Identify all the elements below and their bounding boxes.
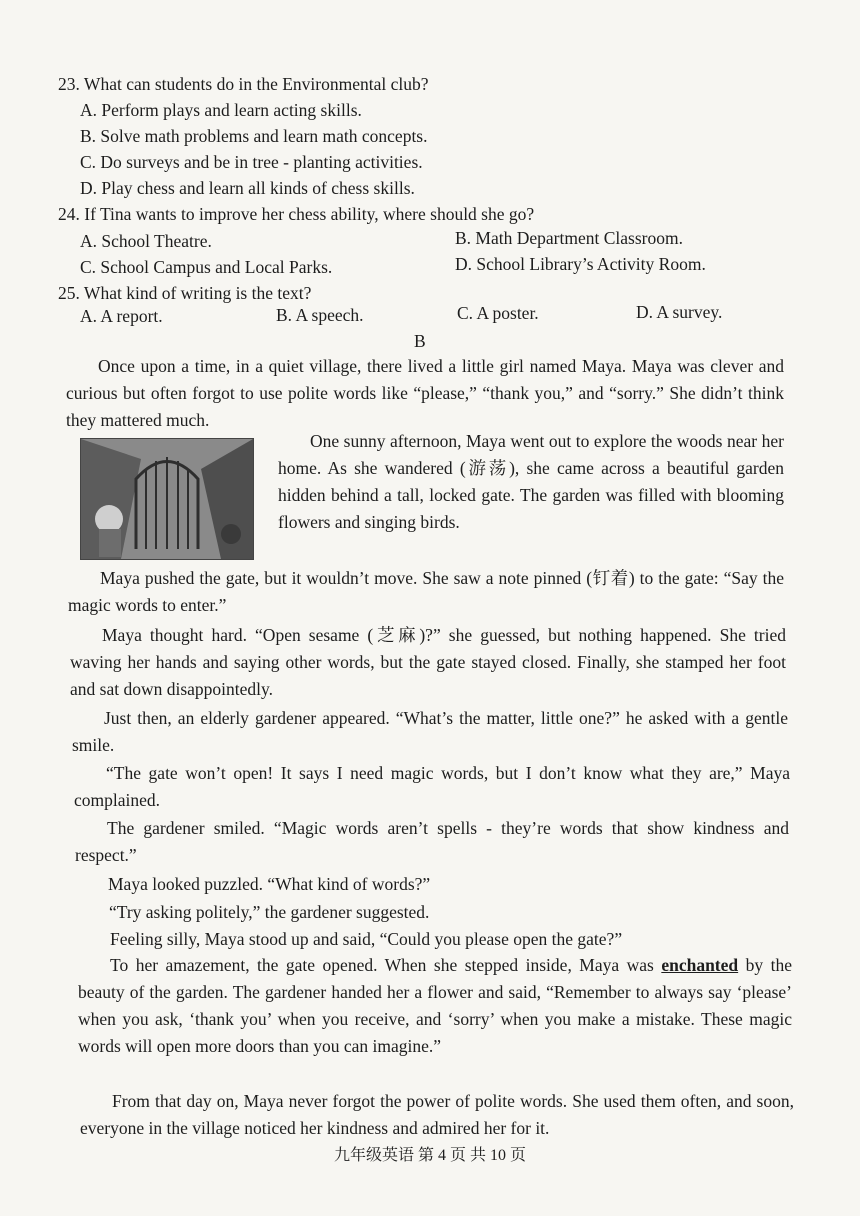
question-24-option-b: B. Math Department Classroom.: [455, 228, 683, 248]
passage-paragraph-11: [78, 952, 792, 1060]
paragraph-11-text-before: To her amazement, the gate opened. When she stepped inside, Maya was: [110, 955, 662, 975]
question-23-stem: 23. What can students do in the Environmental club?: [58, 74, 429, 94]
question-25-option-d: D. A survey.: [636, 302, 723, 322]
passage-paragraph-7: The gardener smiled. “Magic words aren’t spells - they’re words that show kindness and respect.”: [75, 818, 789, 865]
garden-gate-illustration: [80, 438, 254, 560]
question-24-stem: 24. If Tina wants to improve her chess ability, where should she go?: [58, 204, 535, 224]
question-25-option-b: B. A speech.: [276, 305, 364, 325]
passage-paragraph-10: Feeling silly, Maya stood up and said, “Could you please open the gate?”: [110, 929, 623, 949]
question-25-option-c: C. A poster.: [457, 303, 539, 323]
passage-paragraph-5: Just then, an elderly gardener appeared. “What’s the matter, little one?” he asked with a gentle smile.: [72, 708, 788, 755]
paragraph-11-text-after: by the beauty of the garden. The gardener handed her a flower and said, “Remember to always say ‘please’ when you ask, ‘thank you’ when you receive, and ‘sorry’ when you make a mistake. These magic words will open more doors than you can imagine.”: [78, 955, 792, 1056]
passage-paragraph-8: Maya looked puzzled. “What kind of words?”: [108, 874, 431, 894]
page-footer: 九年级英语 第 4 页 共 10 页: [333, 1147, 526, 1164]
garden-gate-image: [81, 439, 253, 559]
passage-paragraph-9: “Try asking politely,” the gardener suggested.: [109, 902, 430, 922]
question-24-option-c: C. School Campus and Local Parks.: [80, 257, 333, 277]
question-23-option-b: B. Solve math problems and learn math concepts.: [80, 126, 428, 146]
question-25-option-a: A. A report.: [80, 306, 163, 326]
question-25-stem: 25. What kind of writing is the text?: [58, 283, 312, 303]
question-24-option-a: A. School Theatre.: [80, 231, 212, 251]
question-24-option-d: D. School Library’s Activity Room.: [455, 254, 706, 274]
passage-paragraph-4: Maya thought hard. “Open sesame (芝麻)?” she guessed, but nothing happened. She tried waving her hands and saying other words, but the gate stayed closed. Finally, she stamped her foot and sat down disappointedly.: [70, 625, 786, 699]
question-23-option-a: A. Perform plays and learn acting skills.: [80, 100, 362, 120]
vocabulary-keyword: enchanted: [661, 955, 739, 975]
passage-paragraph-2: One sunny afternoon, Maya went out to explore the woods near her home. As she wandered (游荡), she came across a beautiful garden hidden behind a tall, locked gate. The garden was filled with blooming flowers and singing birds.: [278, 431, 784, 532]
passage-paragraph-1: Once upon a time, in a quiet village, there lived a little girl named Maya. Maya was clever and curious but often forgot to use polite words like “please,” “thank you,” and “sorry.” She didn’t think they mattered much.: [66, 356, 784, 430]
question-23-option-d: D. Play chess and learn all kinds of chess skills.: [80, 178, 415, 198]
passage-paragraph-3: Maya pushed the gate, but it wouldn’t move. She saw a note pinned (钉着) to the gate: “Say the magic words to enter.”: [68, 568, 784, 615]
question-23-option-c: C. Do surveys and be in tree - planting activities.: [80, 152, 423, 172]
section-label: B: [414, 331, 426, 351]
passage-paragraph-6: “The gate won’t open! It says I need magic words, but I don’t know what they are,” Maya complained.: [74, 763, 790, 810]
passage-paragraph-12: From that day on, Maya never forgot the power of polite words. She used them often, and soon, everyone in the village noticed her kindness and admired her for it.: [80, 1091, 794, 1138]
